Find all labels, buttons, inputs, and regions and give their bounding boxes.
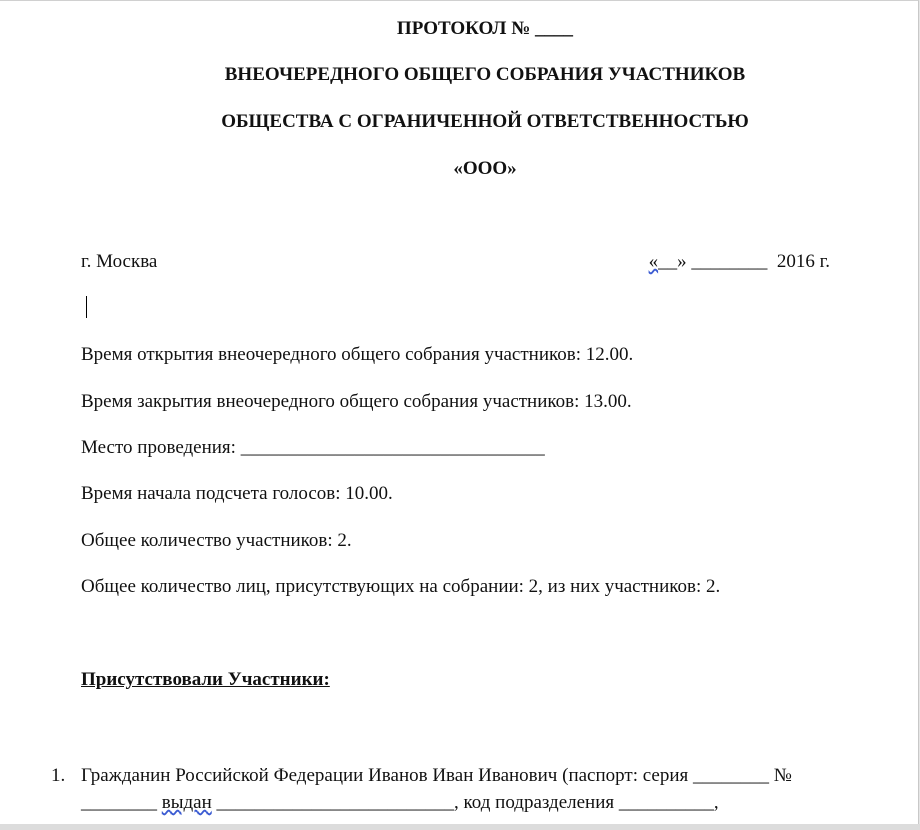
- present-total: Общее количество лиц, присутствующих на собрании: 2, из них участников: 2.: [81, 576, 721, 597]
- date-quote-open: «: [648, 251, 659, 272]
- company-name-title: «ООО»: [453, 158, 517, 179]
- company-type-title: ОБЩЕСТВА С ОГРАНИЧЕННОЙ ОТВЕТСТВЕННОСТЬЮ: [221, 111, 749, 132]
- page-bottom-gap: [0, 824, 920, 830]
- date-day-blank: __: [658, 251, 678, 272]
- closing-time: Время закрытия внеочередного общего собрания участников: 13.00.: [81, 391, 632, 412]
- vote-count-start: Время начала подсчета голосов: 10.00.: [81, 483, 393, 504]
- attendee-number: 1.: [51, 765, 66, 786]
- attendee-line-2: [81, 793, 719, 812]
- attendee-issuer-blank: _________________________, код подразделения __________,: [211, 792, 719, 813]
- attendee-issued-word: выдан: [161, 792, 212, 813]
- opening-time: Время открытия внеочередного общего собрания участников: 12.00.: [81, 344, 634, 365]
- attendees-heading: Присутствовали Участники:: [81, 669, 330, 690]
- city: г. Москва: [81, 251, 158, 272]
- attendee-passport-number-blank: ________: [81, 792, 162, 813]
- meeting-date: [649, 252, 830, 271]
- meeting-title: ВНЕОЧЕРЕДНОГО ОБЩЕГО СОБРАНИЯ УЧАСТНИКОВ: [224, 64, 746, 85]
- text-cursor: [86, 296, 87, 318]
- attendee-line-1: Гражданин Российской Федерации Иванов Иван Иванович (паспорт: серия ________ №: [81, 765, 792, 786]
- protocol-number-title: ПРОТОКОЛ № ____: [396, 18, 574, 39]
- venue: Место проведения: ________________________________: [81, 437, 545, 458]
- date-month-year: » ________ 2016 г.: [677, 251, 830, 272]
- participants-total: Общее количество участников: 2.: [81, 530, 352, 551]
